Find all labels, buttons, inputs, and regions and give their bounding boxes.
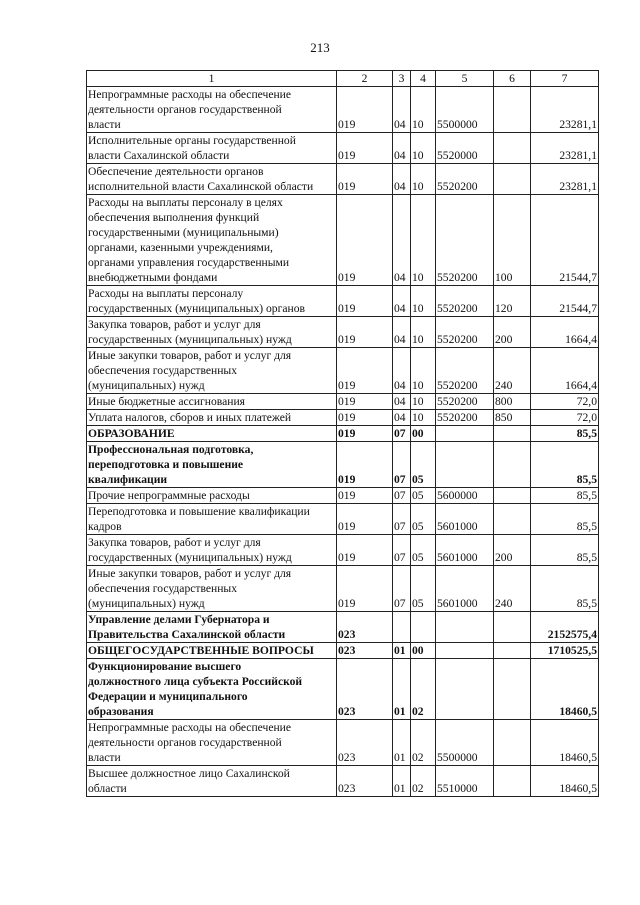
section-code: 01 <box>393 720 411 766</box>
row-name-line: Профессиональная подготовка, <box>88 443 254 456</box>
header-col-2: 2 <box>337 71 393 87</box>
table-row <box>87 195 599 286</box>
row-name-line: деятельности органов государственной <box>88 103 282 116</box>
target-item-code: 5500000 <box>436 87 494 133</box>
subsection-code: 10 <box>411 164 436 195</box>
table-row <box>87 504 599 535</box>
expense-type-code <box>494 720 531 766</box>
row-name-line: кадров <box>88 520 122 533</box>
row-name-line: должностного лица субъекта Российской <box>88 675 303 688</box>
amount: 85,5 <box>531 488 599 504</box>
ministry-code: 019 <box>337 87 393 133</box>
row-name-line: Расходы на выплаты персоналу <box>88 287 244 300</box>
expense-type-code <box>494 659 531 720</box>
table-row <box>87 535 599 566</box>
subsection-code: 10 <box>411 410 436 426</box>
table-row <box>87 643 599 659</box>
row-name-line: ОБЩЕГОСУДАРСТВЕННЫЕ ВОПРОСЫ <box>88 644 314 657</box>
target-item-code <box>436 659 494 720</box>
row-name <box>87 133 337 164</box>
target-item-code <box>436 426 494 442</box>
header-row <box>87 71 599 87</box>
section-code: 04 <box>393 394 411 410</box>
page-number: 213 <box>310 40 330 55</box>
row-name-line: Закупка товаров, работ и услуг для <box>88 318 261 331</box>
section-code: 04 <box>393 317 411 348</box>
subsection-code: 05 <box>411 566 436 612</box>
row-name-line: внебюджетными фондами <box>88 271 218 284</box>
ministry-code: 023 <box>337 766 393 797</box>
amount: 23281,1 <box>531 87 599 133</box>
row-name <box>87 87 337 133</box>
row-name-line: Федерации и муниципального <box>88 690 248 703</box>
row-name <box>87 164 337 195</box>
expense-type-code <box>494 87 531 133</box>
amount: 85,5 <box>531 426 599 442</box>
table-row <box>87 566 599 612</box>
target-item-code: 5520200 <box>436 394 494 410</box>
target-item-code <box>436 643 494 659</box>
row-name-line: обеспечения государственных <box>88 582 238 595</box>
section-code: 07 <box>393 442 411 488</box>
row-name <box>87 766 337 797</box>
row-name-line: Иные закупки товаров, работ и услуг для <box>88 567 292 580</box>
target-item-code: 5500000 <box>436 720 494 766</box>
subsection-code: 00 <box>411 643 436 659</box>
section-code: 04 <box>393 164 411 195</box>
expense-type-code <box>494 133 531 164</box>
header-col-1: 1 <box>87 71 337 87</box>
row-name-line: государственных (муниципальных) органов <box>88 302 305 315</box>
row-name-line: Непрограммные расходы на обеспечение <box>88 88 292 101</box>
row-name <box>87 286 337 317</box>
amount: 1664,4 <box>531 348 599 394</box>
ministry-code: 019 <box>337 348 393 394</box>
row-name-line: государственных (муниципальных) нужд <box>88 333 292 346</box>
expense-type-code: 200 <box>494 317 531 348</box>
target-item-code: 5520200 <box>436 195 494 286</box>
section-code: 04 <box>393 410 411 426</box>
expense-type-code: 240 <box>494 348 531 394</box>
row-name-line: образования <box>88 705 154 718</box>
subsection-code: 10 <box>411 348 436 394</box>
header-col-6: 6 <box>494 71 531 87</box>
ministry-code: 019 <box>337 426 393 442</box>
target-item-code: 5601000 <box>436 535 494 566</box>
amount: 18460,5 <box>531 720 599 766</box>
table-row <box>87 348 599 394</box>
target-item-code <box>436 612 494 643</box>
amount: 21544,7 <box>531 286 599 317</box>
header-col-3: 3 <box>393 71 411 87</box>
subsection-code: 10 <box>411 133 436 164</box>
expense-type-code <box>494 426 531 442</box>
target-item-code: 5520200 <box>436 317 494 348</box>
table-row <box>87 317 599 348</box>
target-item-code: 5600000 <box>436 488 494 504</box>
section-code: 07 <box>393 566 411 612</box>
subsection-code <box>411 612 436 643</box>
target-item-code: 5510000 <box>436 766 494 797</box>
amount: 85,5 <box>531 535 599 566</box>
row-name-line: Закупка товаров, работ и услуг для <box>88 536 261 549</box>
expense-type-code <box>494 488 531 504</box>
row-name <box>87 348 337 394</box>
section-code: 01 <box>393 659 411 720</box>
row-name-line: Функционирование высшего <box>88 660 242 673</box>
row-name-line: власти Сахалинской области <box>88 149 230 162</box>
section-code: 04 <box>393 87 411 133</box>
row-name-line: Непрограммные расходы на обеспечение <box>88 721 292 734</box>
row-name-line: власти <box>88 118 121 131</box>
row-name <box>87 426 337 442</box>
ministry-code: 023 <box>337 643 393 659</box>
section-code: 04 <box>393 348 411 394</box>
row-name-line: органами, казенными учреждениями, <box>88 241 273 254</box>
expense-type-code: 800 <box>494 394 531 410</box>
expense-type-code: 850 <box>494 410 531 426</box>
subsection-code: 10 <box>411 195 436 286</box>
row-name-line: обеспечения выполнения функций <box>88 211 260 224</box>
expense-type-code <box>494 612 531 643</box>
section-code: 01 <box>393 643 411 659</box>
header-col-5: 5 <box>436 71 494 87</box>
expense-type-code: 120 <box>494 286 531 317</box>
row-name <box>87 488 337 504</box>
table-row <box>87 133 599 164</box>
ministry-code: 019 <box>337 317 393 348</box>
target-item-code: 5601000 <box>436 504 494 535</box>
ministry-code: 019 <box>337 286 393 317</box>
row-name-line: государственных (муниципальных) нужд <box>88 551 292 564</box>
amount: 85,5 <box>531 566 599 612</box>
table-row <box>87 488 599 504</box>
subsection-code: 10 <box>411 286 436 317</box>
row-name <box>87 317 337 348</box>
row-name <box>87 504 337 535</box>
table-row <box>87 720 599 766</box>
section-code: 04 <box>393 195 411 286</box>
row-name-line: Правительства Сахалинской области <box>88 628 286 641</box>
expense-type-code <box>494 766 531 797</box>
row-name-line: ОБРАЗОВАНИЕ <box>88 427 175 440</box>
subsection-code: 05 <box>411 442 436 488</box>
ministry-code: 023 <box>337 659 393 720</box>
amount: 85,5 <box>531 442 599 488</box>
section-code: 01 <box>393 766 411 797</box>
target-item-code: 5520200 <box>436 286 494 317</box>
table-row <box>87 426 599 442</box>
section-code: 07 <box>393 426 411 442</box>
row-name-line: области <box>88 782 127 795</box>
row-name-line: обеспечения государственных <box>88 364 238 377</box>
expense-type-code: 240 <box>494 566 531 612</box>
row-name-line: Прочие непрограммные расходы <box>88 489 250 502</box>
subsection-code: 10 <box>411 317 436 348</box>
amount: 2152575,4 <box>531 612 599 643</box>
row-name <box>87 659 337 720</box>
section-code: 07 <box>393 504 411 535</box>
row-name-line: государственными (муниципальными) <box>88 226 279 239</box>
ministry-code: 019 <box>337 133 393 164</box>
row-name-line: Иные бюджетные ассигнования <box>88 395 245 408</box>
row-name-line: Переподготовка и повышение квалификации <box>88 505 310 518</box>
section-code: 04 <box>393 133 411 164</box>
section-code <box>393 612 411 643</box>
row-name-line: квалификации <box>88 473 168 486</box>
row-name <box>87 643 337 659</box>
table-row <box>87 164 599 195</box>
section-code: 07 <box>393 535 411 566</box>
expense-type-code <box>494 643 531 659</box>
subsection-code: 02 <box>411 659 436 720</box>
expense-type-code <box>494 442 531 488</box>
ministry-code: 019 <box>337 442 393 488</box>
ministry-code: 019 <box>337 504 393 535</box>
table-row <box>87 394 599 410</box>
row-name-line: Высшее должностное лицо Сахалинской <box>88 767 290 780</box>
subsection-code: 05 <box>411 504 436 535</box>
target-item-code: 5520000 <box>436 133 494 164</box>
target-item-code <box>436 442 494 488</box>
subsection-code: 10 <box>411 394 436 410</box>
ministry-code: 019 <box>337 164 393 195</box>
amount: 18460,5 <box>531 659 599 720</box>
amount: 72,0 <box>531 394 599 410</box>
ministry-code: 019 <box>337 488 393 504</box>
expense-type-code: 200 <box>494 535 531 566</box>
subsection-code: 05 <box>411 488 436 504</box>
target-item-code: 5520200 <box>436 164 494 195</box>
header-col-4: 4 <box>411 71 436 87</box>
row-name <box>87 410 337 426</box>
table-row <box>87 286 599 317</box>
row-name <box>87 566 337 612</box>
subsection-code: 05 <box>411 535 436 566</box>
ministry-code: 019 <box>337 195 393 286</box>
subsection-code: 02 <box>411 766 436 797</box>
amount: 1710525,5 <box>531 643 599 659</box>
ministry-code: 023 <box>337 720 393 766</box>
amount: 1664,4 <box>531 317 599 348</box>
amount: 21544,7 <box>531 195 599 286</box>
ministry-code: 019 <box>337 410 393 426</box>
subsection-code: 10 <box>411 87 436 133</box>
row-name-line: органами управления государственными <box>88 256 290 269</box>
amount: 85,5 <box>531 504 599 535</box>
amount: 18460,5 <box>531 766 599 797</box>
ministry-code: 019 <box>337 566 393 612</box>
table-row <box>87 612 599 643</box>
row-name-line: исполнительной власти Сахалинской области <box>88 180 314 193</box>
table-row <box>87 766 599 797</box>
table-row <box>87 442 599 488</box>
subsection-code: 00 <box>411 426 436 442</box>
table-row <box>87 87 599 133</box>
row-name-line: (муниципальных) нужд <box>88 379 205 392</box>
row-name-line: Исполнительные органы государственной <box>88 134 296 147</box>
row-name-line: Управление делами Губернатора и <box>88 613 270 626</box>
row-name <box>87 535 337 566</box>
amount: 72,0 <box>531 410 599 426</box>
table-header <box>87 71 599 87</box>
expense-type-code <box>494 504 531 535</box>
row-name-line: деятельности органов государственной <box>88 736 282 749</box>
target-item-code: 5601000 <box>436 566 494 612</box>
amount: 23281,1 <box>531 133 599 164</box>
row-name <box>87 720 337 766</box>
row-name <box>87 442 337 488</box>
ministry-code: 019 <box>337 535 393 566</box>
row-name-line: (муниципальных) нужд <box>88 597 205 610</box>
table-row <box>87 410 599 426</box>
table-row <box>87 659 599 720</box>
ministry-code: 023 <box>337 612 393 643</box>
row-name <box>87 195 337 286</box>
section-code: 04 <box>393 286 411 317</box>
expense-type-code <box>494 164 531 195</box>
row-name <box>87 612 337 643</box>
row-name-line: Уплата налогов, сборов и иных платежей <box>88 411 292 424</box>
row-name-line: Обеспечение деятельности органов <box>88 165 264 178</box>
row-name-line: Иные закупки товаров, работ и услуг для <box>88 349 292 362</box>
section-code: 07 <box>393 488 411 504</box>
expense-type-code: 100 <box>494 195 531 286</box>
table-body <box>87 87 599 797</box>
row-name-line: Расходы на выплаты персоналу в целях <box>88 196 283 209</box>
ministry-code: 019 <box>337 394 393 410</box>
row-name-line: власти <box>88 751 121 764</box>
amount: 23281,1 <box>531 164 599 195</box>
budget-table <box>86 70 599 797</box>
target-item-code: 5520200 <box>436 348 494 394</box>
header-col-7: 7 <box>531 71 599 87</box>
row-name <box>87 394 337 410</box>
row-name-line: переподготовка и повышение <box>88 458 244 471</box>
subsection-code: 02 <box>411 720 436 766</box>
target-item-code: 5520200 <box>436 410 494 426</box>
